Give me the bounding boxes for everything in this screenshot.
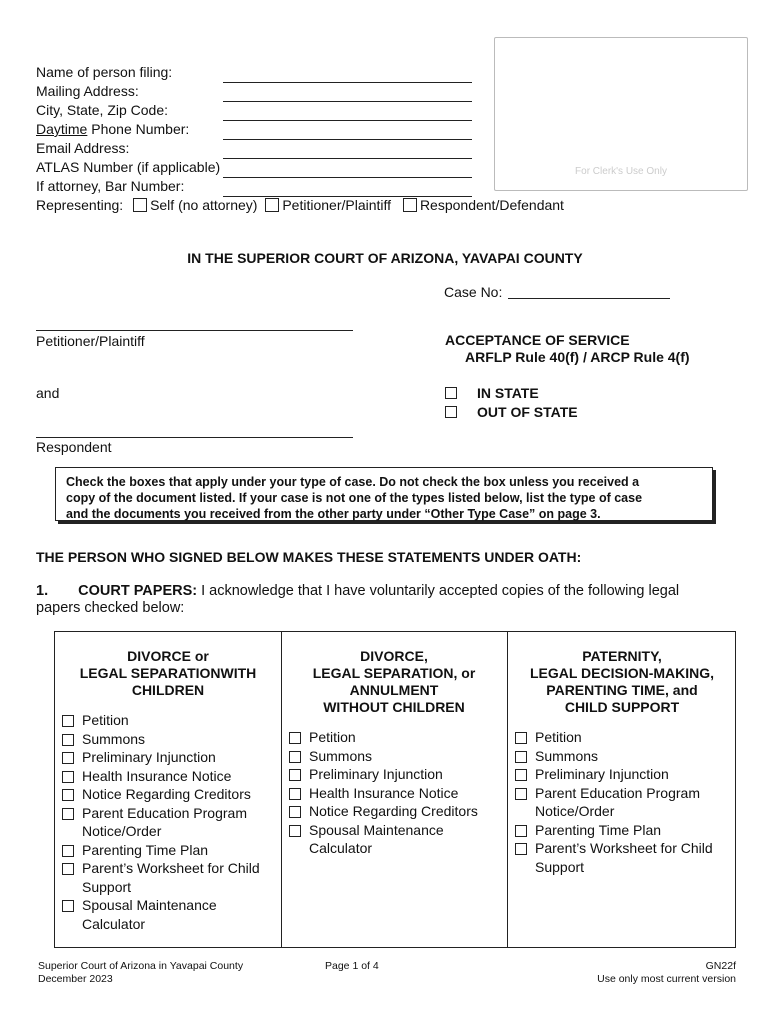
clerk-use-label: For Clerk's Use Only: [575, 166, 667, 177]
section1-line2: papers checked below:: [36, 600, 185, 616]
oath-heading: THE PERSON WHO SIGNED BELOW MAKES THESE STATEMENTS UNDER OATH:: [36, 549, 582, 565]
column-divorce-with-children: [62, 632, 274, 964]
item-checkbox[interactable]: [62, 900, 74, 912]
column-heading: DIVORCE, LEGAL SEPARATION, or ANNULMENT WITHOUT CHILDREN: [312, 648, 476, 715]
list-item: Notice Regarding Creditors: [289, 802, 499, 821]
column-divider-1: [281, 631, 282, 948]
doc-title-line2: ARFLP Rule 40(f) / ARCP Rule 4(f): [465, 349, 690, 365]
filer-field-line-name[interactable]: [223, 82, 472, 83]
filer-field-line-address[interactable]: [223, 101, 472, 102]
list-item: Preliminary Injunction: [515, 765, 729, 784]
case-no-label: Case No:: [444, 284, 503, 300]
item-checkbox[interactable]: [515, 751, 527, 763]
list-item: Preliminary Injunction: [289, 765, 499, 784]
filer-field-label-atlas: ATLAS Number (if applicable): [36, 159, 221, 175]
item-checkbox[interactable]: [289, 751, 301, 763]
item-checkbox[interactable]: [62, 789, 74, 801]
item-checkbox[interactable]: [515, 843, 527, 855]
footer-version-note: Use only most current version: [597, 973, 736, 985]
list-item: Parenting Time Plan: [515, 821, 729, 840]
representing-label: Representing:: [36, 197, 124, 213]
column-checklist: [515, 728, 729, 876]
item-checkbox[interactable]: [62, 863, 74, 875]
item-checkbox[interactable]: [515, 769, 527, 781]
notice-line-2: copy of the document listed. If your case is not one of the types listed below, list the type of case: [66, 491, 643, 505]
filer-field-line-email[interactable]: [223, 158, 472, 159]
item-checkbox[interactable]: [289, 825, 301, 837]
rep-self-checkbox[interactable]: [133, 198, 147, 212]
out-of-state-option: [445, 404, 578, 420]
list-item: Health Insurance Notice: [62, 767, 274, 786]
item-checkbox[interactable]: [289, 769, 301, 781]
filer-field-line-atlas[interactable]: [223, 177, 472, 178]
petitioner-line[interactable]: [36, 330, 353, 331]
item-checkbox[interactable]: [289, 732, 301, 744]
item-checkbox[interactable]: [515, 788, 527, 800]
rep-self-label: Self (no attorney): [150, 197, 258, 213]
list-item: Summons: [62, 730, 274, 749]
list-item: Preliminary Injunction: [62, 748, 274, 767]
list-item: Petition: [289, 728, 499, 747]
footer-date: December 2023: [38, 973, 113, 985]
item-checkbox[interactable]: [62, 771, 74, 783]
list-item: Spousal Maintenance Calculator: [289, 821, 499, 858]
section1-number: 1.: [36, 583, 49, 599]
item-checkbox[interactable]: [62, 752, 74, 764]
column-paternity: [515, 632, 729, 964]
filer-field-line-city[interactable]: [223, 120, 472, 121]
list-item: Spousal Maintenance Calculator: [62, 896, 274, 933]
footer-right: [597, 960, 736, 986]
list-item: Parent’s Worksheet for Child Support: [62, 859, 274, 896]
court-title: IN THE SUPERIOR COURT OF ARIZONA, YAVAPAI COUNTY: [187, 250, 583, 266]
column-heading: DIVORCE or LEGAL SEPARATIONWITH CHILDREN: [79, 648, 257, 698]
in-state-checkbox[interactable]: [445, 387, 457, 399]
list-item: Parenting Time Plan: [62, 841, 274, 860]
list-item: Parent’s Worksheet for Child Support: [515, 839, 729, 876]
column-divider-2: [507, 631, 508, 948]
list-item: Petition: [515, 728, 729, 747]
petitioner-label: Petitioner/Plaintiff: [36, 333, 145, 349]
filer-field-label-bar: If attorney, Bar Number:: [36, 178, 185, 194]
list-item: Notice Regarding Creditors: [62, 785, 274, 804]
representing-row: [36, 196, 564, 215]
rep-petitioner-checkbox[interactable]: [265, 198, 279, 212]
section1-line1: [36, 583, 679, 599]
item-checkbox[interactable]: [289, 806, 301, 818]
list-item: Summons: [289, 747, 499, 766]
column-checklist: [62, 711, 274, 933]
column-divorce-without-children: [289, 632, 499, 964]
footer-form-code: GN22f: [705, 960, 736, 972]
case-no-line[interactable]: [508, 298, 670, 299]
section1-title: COURT PAPERS:: [78, 583, 198, 599]
out-of-state-label: OUT OF STATE: [477, 404, 578, 420]
section1-text: I acknowledge that I have voluntarily accepted copies of the following legal: [201, 583, 680, 599]
filer-field-label-city: City, State, Zip Code:: [36, 102, 169, 118]
item-checkbox[interactable]: [62, 808, 74, 820]
footer-left: [38, 960, 243, 986]
notice-line-1: Check the boxes that apply under your type of case. Do not check the box unless you received a: [66, 475, 640, 489]
daytime-word: Daytime: [36, 121, 88, 137]
list-item: Petition: [62, 711, 274, 730]
footer-page-number: Page 1 of 4: [325, 960, 379, 972]
notice-line-3: and the documents you received from the other party under “Other Type Case” on page 3.: [66, 507, 601, 521]
item-checkbox[interactable]: [62, 845, 74, 857]
list-item: Summons: [515, 747, 729, 766]
and-label: and: [36, 385, 60, 401]
column-heading: PATERNITY, LEGAL DECISION-MAKING, PARENTING TIME, and CHILD SUPPORT: [529, 648, 715, 715]
respondent-line[interactable]: [36, 437, 353, 438]
in-state-label: IN STATE: [477, 385, 539, 401]
item-checkbox[interactable]: [515, 825, 527, 837]
item-checkbox[interactable]: [62, 734, 74, 746]
filer-field-label-address: Mailing Address:: [36, 83, 139, 99]
filer-field-label-email: Email Address:: [36, 140, 130, 156]
footer-court: Superior Court of Arizona in Yavapai County: [38, 960, 244, 972]
rep-petitioner-label: Petitioner/Plaintiff: [282, 197, 392, 213]
notice-box: [55, 467, 713, 521]
filer-field-label-phone: [36, 120, 189, 139]
filer-field-label-name: Name of person filing:: [36, 64, 173, 80]
out-of-state-checkbox[interactable]: [445, 406, 457, 418]
rep-respondent-checkbox[interactable]: [403, 198, 417, 212]
phone-label: Phone Number:: [91, 121, 190, 137]
list-item: Parent Education Program Notice/Order: [62, 804, 274, 841]
item-checkbox[interactable]: [62, 715, 74, 727]
doc-title-line1: ACCEPTANCE OF SERVICE: [445, 332, 630, 348]
item-checkbox[interactable]: [289, 788, 301, 800]
rep-respondent-label: Respondent/Defendant: [419, 197, 564, 213]
in-state-option: [445, 385, 539, 401]
item-checkbox[interactable]: [515, 732, 527, 744]
column-checklist: [289, 728, 499, 858]
clerk-use-box: [494, 37, 748, 191]
respondent-label: Respondent: [36, 439, 112, 455]
filer-field-line-phone[interactable]: [223, 139, 472, 140]
list-item: Health Insurance Notice: [289, 784, 499, 803]
list-item: Parent Education Program Notice/Order: [515, 784, 729, 821]
